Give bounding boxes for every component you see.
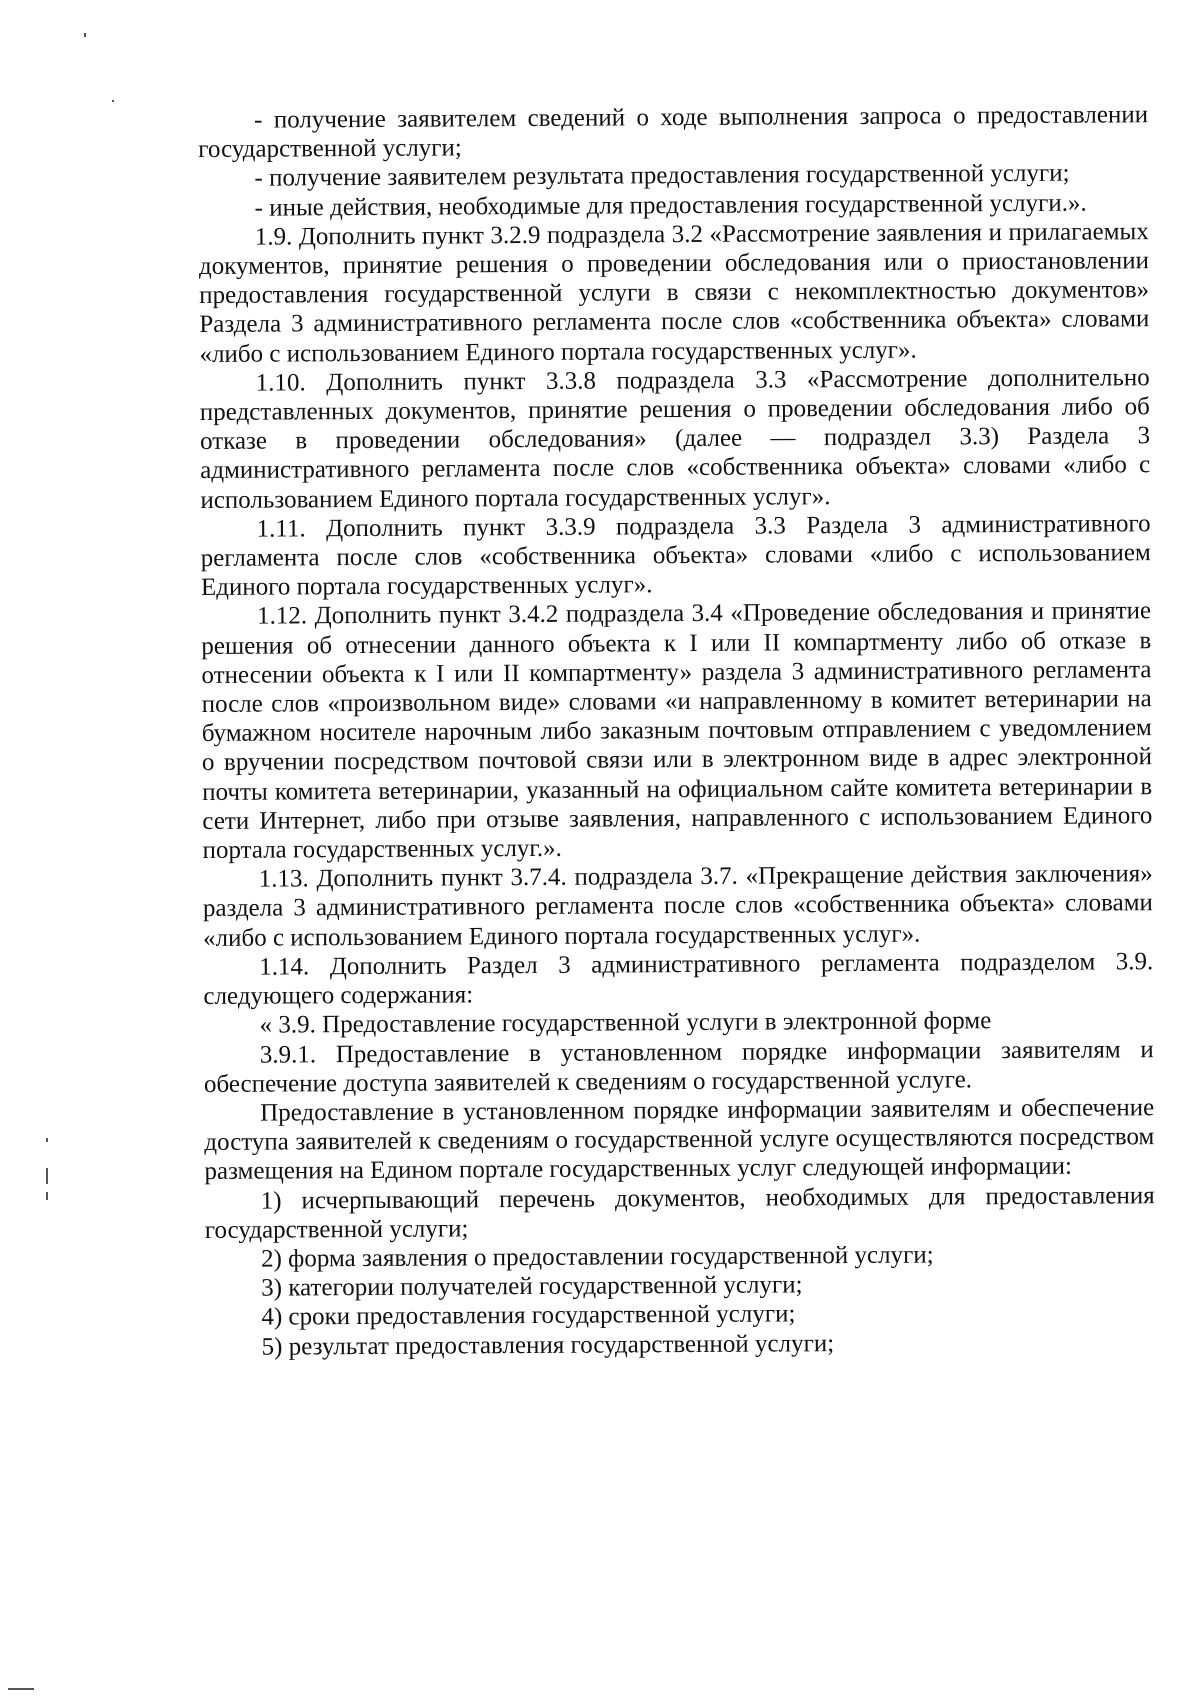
paragraph: 5) результат предоставления государственной услуги; <box>261 1329 835 1361</box>
paragraph: « 3.9. Предоставление государственной услуги в электронной форме <box>259 1007 992 1039</box>
paragraph: Предоставление в установленном порядке информации заявителям и обеспечение доступа заявителей к сведениям о государственной услуге осуществляются посредством размещения на Едином портале государственных услуг следующей информации: <box>204 1094 1155 1186</box>
scan-speck <box>46 1168 48 1184</box>
paragraph: 1.11. Дополнить пункт 3.3.9 подраздела 3.3 Раздела 3 административного регламента после слов «собственника объекта» словами «либо с использованием Единого портала государственных услуг». <box>200 510 1151 602</box>
paragraph: 2) форма заявления о предоставлении государственной услуги; <box>260 1241 934 1273</box>
paragraph: 1) исчерпывающий перечень документов, необходимых для предоставления государственной услуги; <box>204 1181 1155 1244</box>
scan-speck <box>84 33 86 37</box>
paragraph: 1.14. Дополнить Раздел 3 административного регламента подразделом 3.9. следующего содержания: <box>203 948 1154 1011</box>
paragraph: 3) категории получателей государственной услуги; <box>261 1271 803 1302</box>
paragraph: 3.9.1. Предоставление в установленном порядке информации заявителям и обеспечение доступа заявителей к сведениям о государственной услуге. <box>203 1035 1154 1098</box>
paragraph: 4) сроки предоставления государственной услуги; <box>261 1300 796 1331</box>
paragraph: - получение заявителем результата предоставления государственной услуги; <box>254 160 1070 193</box>
scan-speck <box>46 1192 48 1200</box>
document-body <box>198 100 1156 1362</box>
paragraph: 1.10. Дополнить пункт 3.3.8 подраздела 3.3 «Рассмотрение дополнительно представленных документов, принятие решения о проведении обследования либо об отказе в проведении обследования» (далее — подраздел 3.3) Раздела 3 административного регламента после слов «собственника объекта» словами «либо с использованием Единого портала государственных услуг». <box>199 364 1151 514</box>
paragraph: 1.9. Дополнить пункт 3.2.9 подраздела 3.2 «Рассмотрение заявления и прилагаемых документов, принятие решения о проведении обследования или о приостановлении предоставления государственной услуги в связи с некомплектностью документов» Раздела 3 административного регламента после слов «собственника объекта» словами «либо с использованием Единого портала государственных услуг». <box>198 218 1150 368</box>
paragraph: - получение заявителем сведений о ходе выполнения запроса о предоставлении государственной услуги; <box>198 101 1149 164</box>
paragraph: - иные действия, необходимые для предоставления государственной услуги.». <box>254 189 1087 222</box>
scan-speck <box>46 1138 48 1142</box>
paragraph: 1.12. Дополнить пункт 3.4.2 подраздела 3.4 «Проведение обследования и принятие решения об отнесении данного объекта к I или II компартменту либо об отказе в отнесении объекта к I или II компартменту» раздела 3 административного регламента после слов «произвольном виде» словами «и направленному в комитет ветеринарии на бумажном носителе нарочным либо заказным почтовым отправлением с уведомлением о вручении посредством почтовой связи или в электронном виде в адрес электронной почты комитета ветеринарии, указанный на официальном сайте комитета ветеринарии в сети Интернет, либо при отзыве заявления, направленного с использованием Единого портала государственных услуг.». <box>201 597 1153 865</box>
scan-speck <box>8 1688 34 1690</box>
scan-speck <box>112 100 114 102</box>
paragraph: 1.13. Дополнить пункт 3.7.4. подраздела 3.7. «Прекращение действия заключения» раздела 3 административного регламента после слов «собственника объекта» словами «либо с использованием Единого портала государственных услуг». <box>202 860 1153 952</box>
